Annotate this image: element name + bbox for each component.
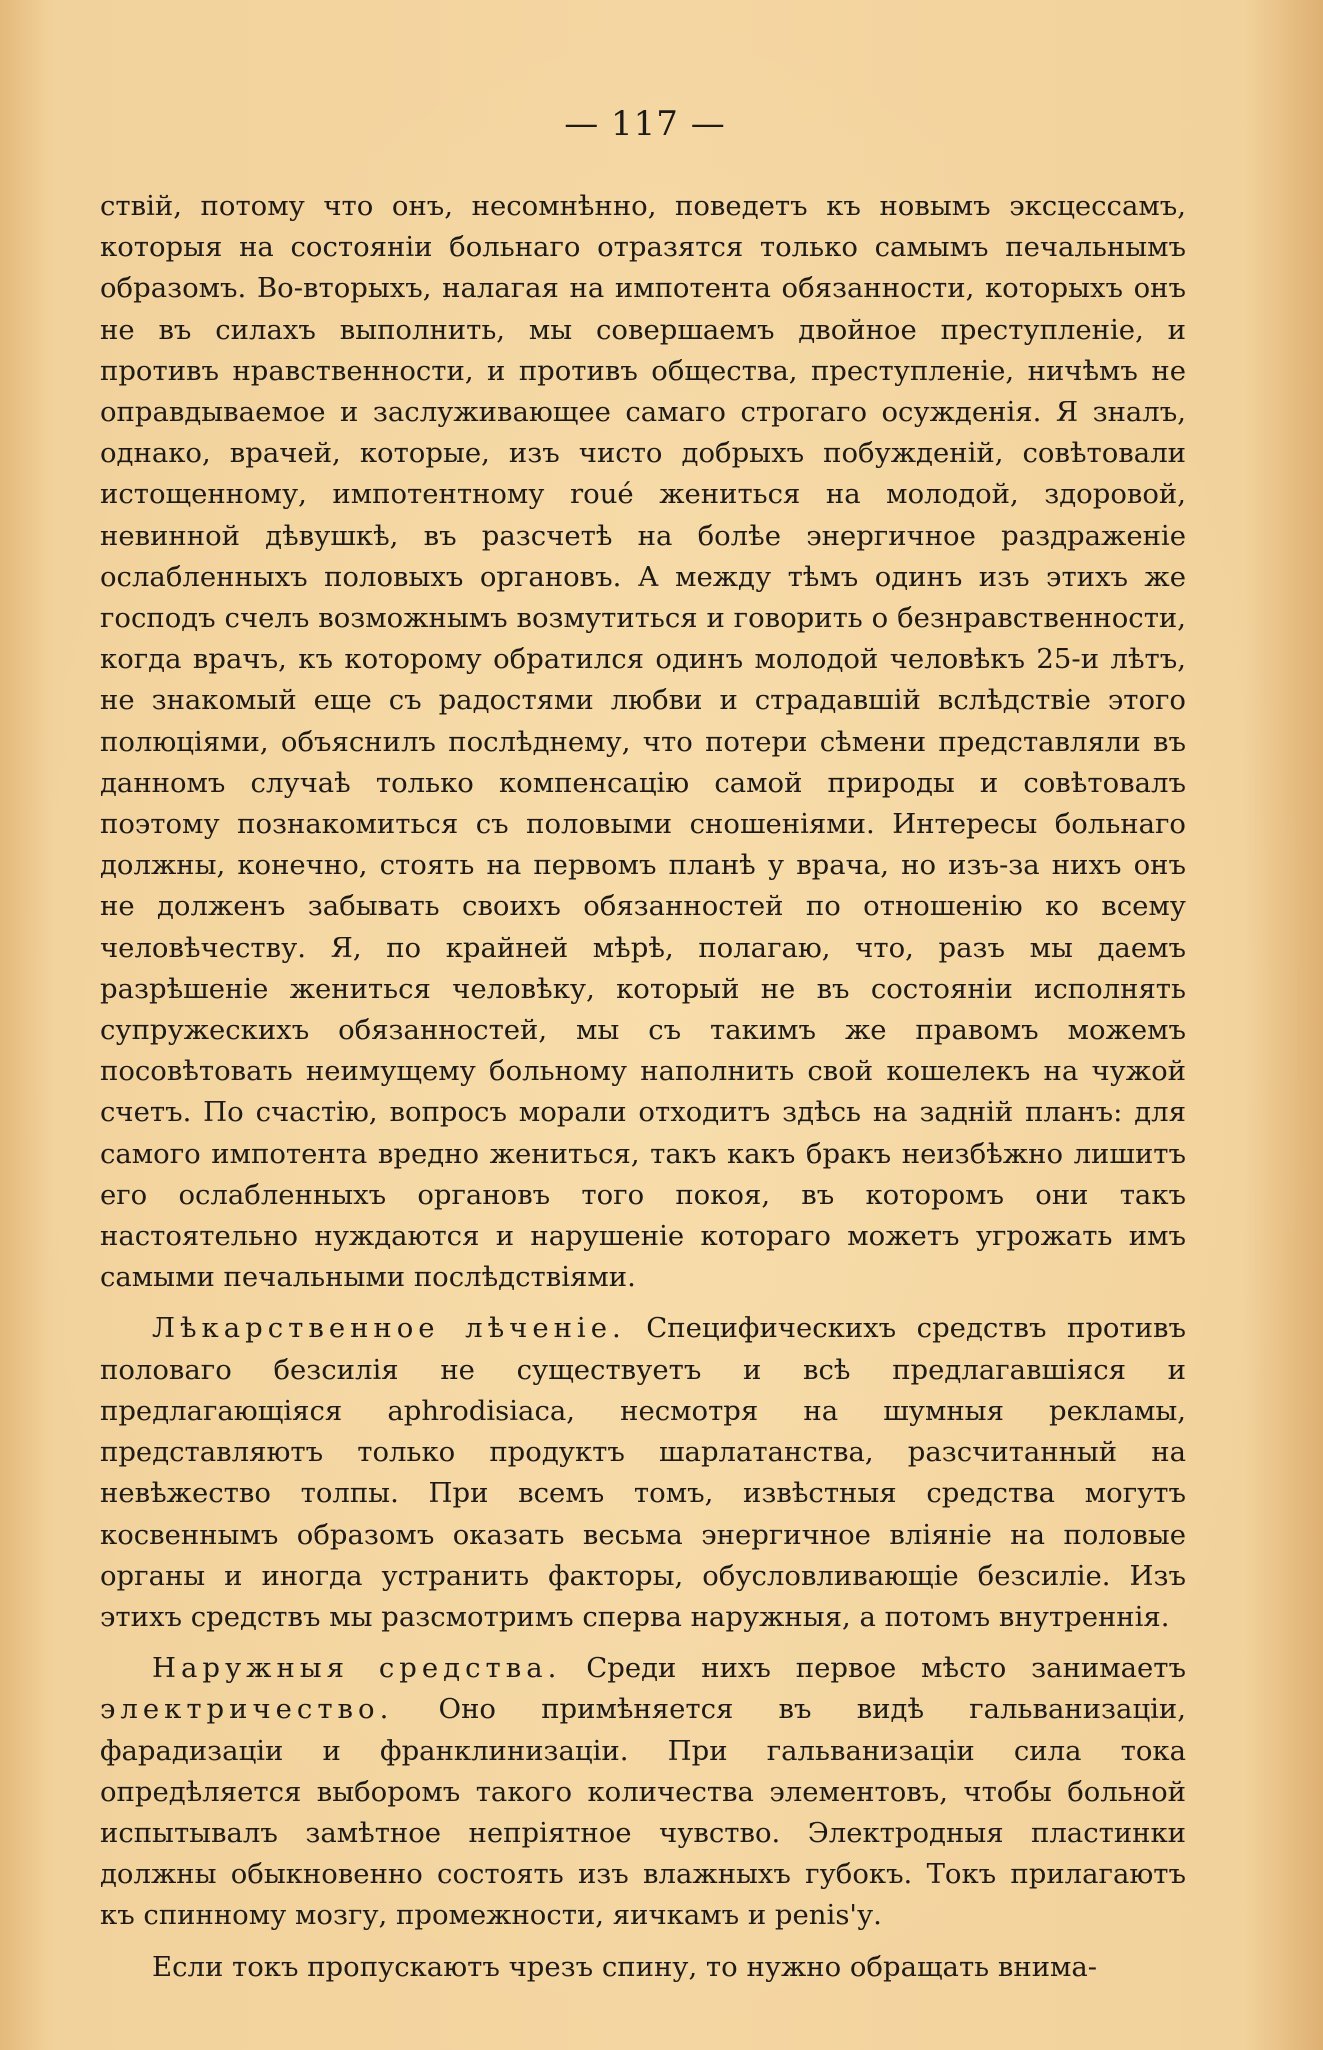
term-electricity: электричество.: [100, 1693, 394, 1726]
page-number: — 117 —: [564, 104, 726, 144]
paragraph-2-text: Специфическихъ средствъ противъ половаго безсилія не существуетъ и всѣ предлагавшіяся и предлагающіяся aphrodisiaca, несмотря на шумныя рекламы, представляютъ только продуктъ шарлатанства, разсчитанный на невѣжество толпы. При всемъ томъ, извѣстныя средства могутъ косвеннымъ образомъ оказать весьма энергичное вліяніе на половые органы и иногда устранить факторы, обусловливающіе безсиліе. Изъ этихъ средствъ мы разсмотримъ сперва наружныя, а потомъ внутреннія.: [100, 1312, 1187, 1633]
paragraph-3-text-a: Среди нихъ первое мѣсто занимаетъ: [561, 1652, 1186, 1685]
paragraph-1: [100, 186, 1186, 1298]
paragraph-4-text: Если токъ пропускаютъ чрезъ спину, то нужно обращать внима-: [152, 1950, 1098, 1983]
section-heading-external-remedies: Наружныя средства.: [152, 1652, 562, 1685]
paragraph-2: [100, 1308, 1186, 1638]
paragraph-3: [100, 1648, 1186, 1936]
paragraph-4: [100, 1947, 1186, 1988]
body-text: [100, 186, 1186, 1988]
paragraph-1-text: ствій, потому что онъ, несомнѣнно, поведетъ къ новымъ эксцессамъ, которыя на состояніи больнаго отразятся только самымъ печальнымъ образомъ. Во-вторыхъ, налагая на импотента обязанности, которыхъ онъ не въ силахъ выполнить, мы совершаемъ двойное преступленіе, и противъ нравственности, и противъ общества, преступленіе, ничѣмъ не оправдываемое и заслуживающее самаго строгаго осужденія. Я зналъ, однако, врачей, которые, изъ чисто добрыхъ побужденій, совѣтовали истощенному, импотентному roué жениться на молодой, здоровой, невинной дѣвушкѣ, въ разсчетѣ на болѣе энергичное раздраженіе ослабленныхъ половыхъ органовъ. А между тѣмъ одинъ изъ этихъ же господъ счелъ возможнымъ возмутиться и говорить о безнравственности, когда врачъ, къ которому обратился одинъ молодой человѣкъ 25-и лѣтъ, не знакомый еще съ радостями любви и страдавшій вслѣдствіе этого полюціями, объяснилъ послѣднему, что потери сѣмени представляли въ данномъ случаѣ только компенсацію самой природы и совѣтовалъ поэтому познакомиться съ половыми сношеніями. Интересы больнаго должны, конечно, стоять на первомъ планѣ у врача, но изъ-за нихъ онъ не долженъ забывать своихъ обязанностей по отношенію ко всему человѣчеству. Я, по крайней мѣрѣ, полагаю, что, разъ мы даемъ разрѣшеніе жениться человѣку, который не въ состояніи исполнять супружескихъ обязанностей, мы съ такимъ же правомъ можемъ посовѣтовать неимущему больному наполнить свой кошелекъ на чужой счетъ. По счастію, вопросъ морали отходитъ здѣсь на задній планъ: для самого импотента вредно жениться, такъ какъ бракъ неизбѣжно лишитъ его ослабленныхъ органовъ того покоя, въ которомъ они такъ настоятельно нуждаются и нарушеніе котораго можетъ угрожать имъ самыми печальными послѣдствіями.: [100, 190, 1186, 1294]
section-heading-medicinal-treatment: Лѣкарственное лѣченіе.: [152, 1312, 626, 1345]
paragraph-3-text-b: Оно примѣняется въ видѣ гальванизаціи, фарадизаціи и франклинизаціи. При гальванизаціи сила тока опредѣляется выборомъ такого количества элементовъ, чтобы больной испытывалъ замѣтное непріятное чувство. Электродныя пластинки должны обыкновенно состоять изъ влажныхъ губокъ. Токъ прилагаютъ къ спинному мозгу, промежности, яичкамъ и penis'у.: [100, 1693, 1186, 1932]
